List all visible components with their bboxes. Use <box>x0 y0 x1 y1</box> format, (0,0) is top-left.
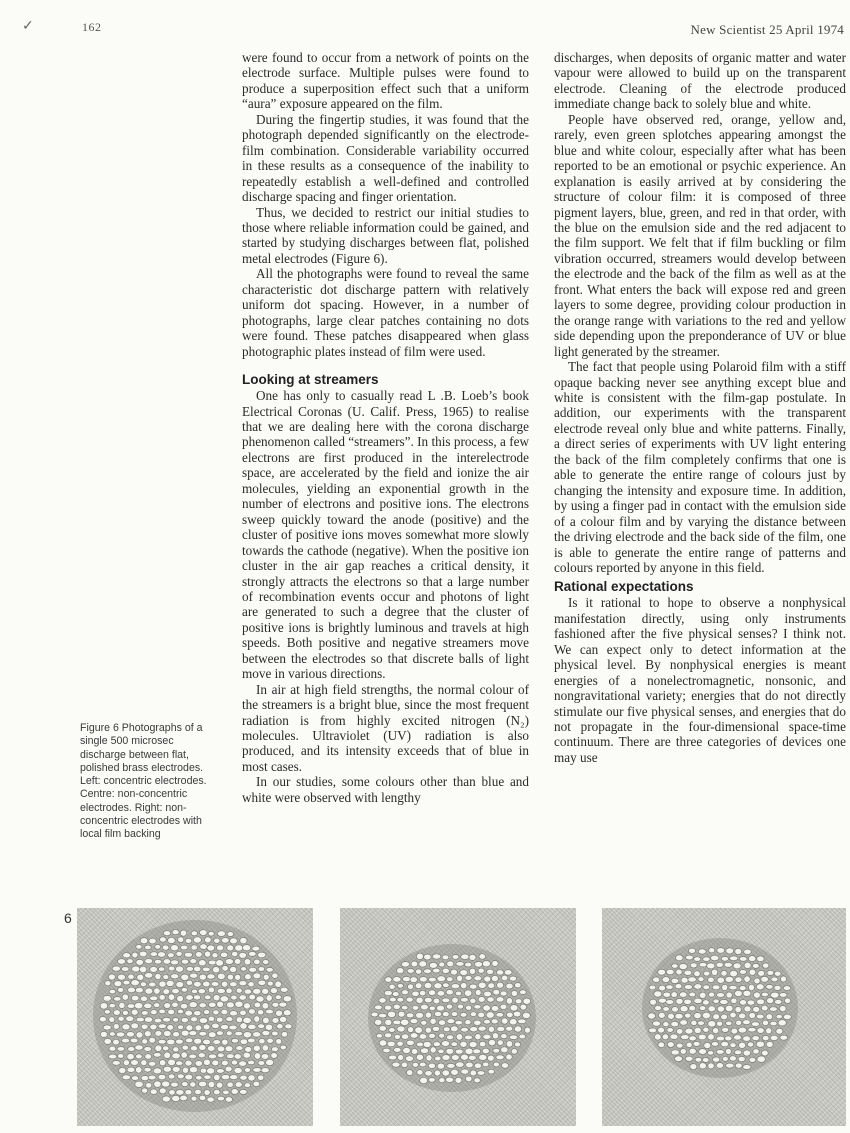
text-column-left <box>242 50 529 805</box>
photo-right <box>602 908 846 1126</box>
photo-left <box>77 908 313 1126</box>
paragraph: Is it rational to hope to observe a nonphysical manifestation directly, using only instruments fashioned after the five physical senses? I think not. We can expect only to detect information at the physical level. By nonphysical energies is meant energies of a nonelectromagnetic, nonsonic, and nongravitational variety; energies that do not directly stimulate our five physical senses, and energies that do not propagate in the four-dimensional space-time continuum. There are three categories of devices one may use <box>554 595 846 765</box>
paragraph: were found to occur from a network of points on the electrode surface. Multiple pulses were found to produce a superposition effect such that a uniform “aura” exposure appeared on the film. <box>242 50 529 112</box>
figure-label: 6 <box>64 910 72 926</box>
paragraph: One has only to casually read L .B. Loeb’s book Electrical Coronas (U. Calif. Press, 1965) to realise that we are dealing here with the corona discharge phenomenon called “streamers”. In this process, a few electrons are first produced in the interelectrode space, are accelerated by the field and ionize the air molecules, yielding an exponential growth in the number of electrons and positive ions. The electrons sweep quickly toward the anode (positive) and the cluster of positive ions moves somewhat more slowly towards the cathode (negative). When the positive ion cluster in the air gap reaches a critical density, it strongly attracts the electrons so that a large number of recombination events occur and photons of light are generated to such a degree that the cluster of positive ions is brightly luminous and travels at high speeds. Both positive and negative streamers move between the electrodes so that discrete balls of light move in various directions. <box>242 388 529 682</box>
scan-mark-icon: ✓ <box>22 19 34 34</box>
text-column-right <box>554 50 846 765</box>
paragraph: In air at high field strengths, the normal colour of the streamers is a bright blue, since the most frequent radiation is from highly excited nitrogen (N₂) molecules. Ultraviolet (UV) radiation is also produced, and its intensity exceeds that of blue in most cases. <box>242 681 529 774</box>
photo-centre <box>340 908 576 1126</box>
discharge-pattern <box>77 908 313 1126</box>
page-number: 162 <box>82 20 102 34</box>
section-heading: Rational expectations <box>554 579 694 595</box>
paragraph: All the photographs were found to reveal the same characteristic dot discharge pattern with relatively uniform dot spacing. However, in a number of photographs, large clear patches containing no dots were found. These patches disappeared when glass photographic plates instead of film were used. <box>242 266 529 359</box>
discharge-pattern <box>340 908 576 1126</box>
paragraph: In our studies, some colours other than blue and white were observed with lengthy <box>242 774 529 805</box>
paragraph: People have observed red, orange, yellow and, rarely, even green splotches appearing amongst the blue and white colour, especially after what has been reported to be an emotional or psychic experience. An explanation is easily arrived at by considering the structure of colour film: it is composed of three pigment layers, blue, green, and red in that order, with the blue on the emulsion side and the red adjacent to the film support. We felt that if film buckling or film vibration occurred, streamers would develop between the electrode and the back of the film as well as at the front. What enters the back will expose red and green layers to some degree, providing colour production in the orange range with variations to the red and yellow side depending upon the preponderance of UV or blue light generated by the streamer. <box>554 111 846 359</box>
discharge-pattern <box>602 908 846 1126</box>
paragraph: Thus, we decided to restrict our initial studies to those where reliable information could be gained, and started by studying discharges between flat, polished metal electrodes (Figure 6). <box>242 204 529 266</box>
running-header: New Scientist 25 April 1974 <box>690 22 844 37</box>
paragraph: discharges, when deposits of organic matter and water vapour were allowed to build up on the transparent electrode. Cleaning of the electrode produced immediate change back to solely blue and white. <box>554 50 846 112</box>
paragraph: The fact that people using Polaroid film with a stiff opaque backing never see anything except blue and white is consistent with the film-gap postulate. In addition, our experiments with the transparent electrode reveal only blue and white patterns. Finally, a direct series of experiments with UV light entering the back of the film completely confirms that one is able to generate the entire range of colours just by changing the intensity and exposure time. In addition, by using a finger pad in contact with the emulsion side of a colour film and by varying the distance between the driving electrode and the back side of the film, one is able to generate the entire range of patterns and colours reported by anyone in this field. <box>554 359 846 575</box>
figure-caption: Figure 6 Photographs of a single 500 microsec discharge between flat, polished brass electrodes. Left: concentric electrodes. Centre: non-concentric electrodes. Right: non-concentric electrodes with local film backing <box>80 722 207 841</box>
section-heading: Looking at streamers <box>242 372 379 388</box>
paragraph: During the fingertip studies, it was found that the photograph depended significantly on the electrode-film combination. Considerable variability occurred in these results as a consequence of the inability to repeatedly establish a well-defined and controlled discharge spacing and finger orientation. <box>242 111 529 205</box>
